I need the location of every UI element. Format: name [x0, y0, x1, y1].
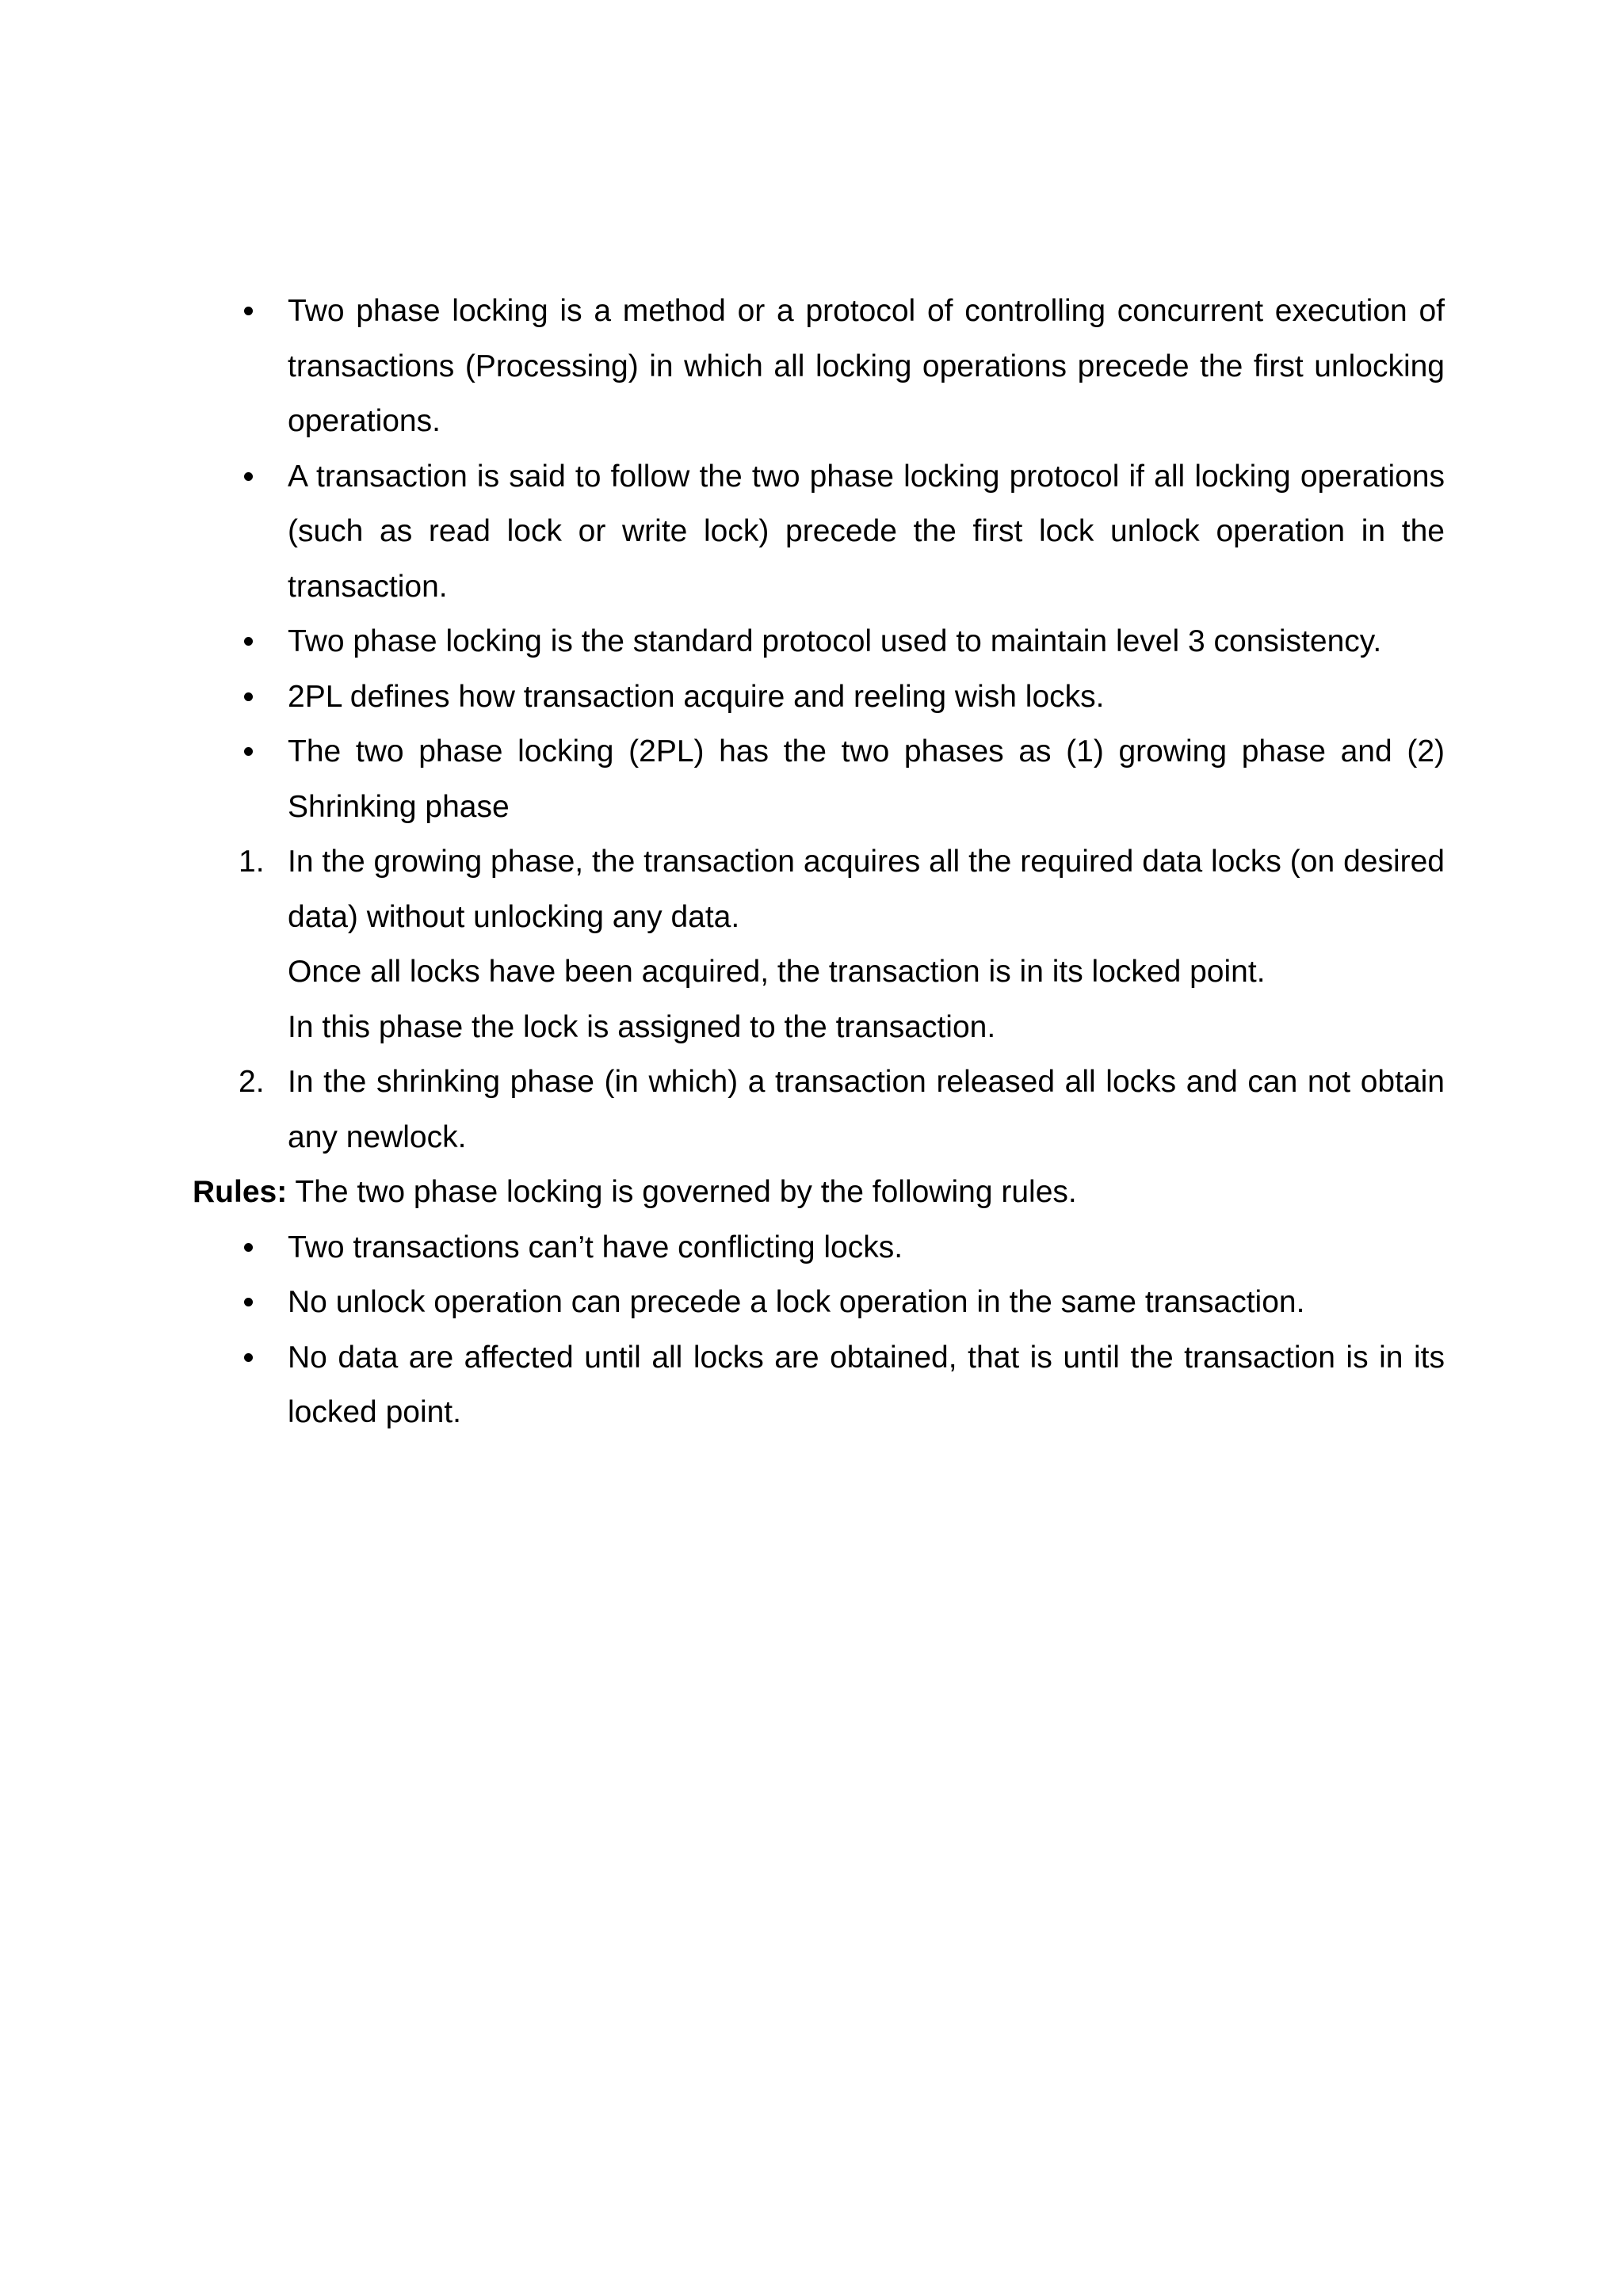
numbered-text: In the growing phase, the transaction acquires all the required data locks (on desired data) without unlocking any data.	[288, 845, 1445, 934]
bullet-text: Two phase locking is a method or a protocol of controlling concurrent execution of transactions (Processing) in which all locking operations precede the first unlocking operations.	[288, 294, 1445, 438]
bullet-icon	[244, 1298, 253, 1306]
bullet-text: No data are affected until all locks are obtained, that is until the transaction is in its locked point.	[288, 1340, 1445, 1429]
document-body	[193, 284, 1445, 1440]
bullet-icon	[244, 1243, 253, 1252]
bullet-icon	[244, 692, 253, 701]
bullet-text: Two transactions can’t have conflicting locks.	[288, 1230, 903, 1264]
numbered-item	[193, 1055, 1445, 1165]
rules-text: The two phase locking is governed by the following rules.	[287, 1175, 1077, 1209]
numbered-item	[193, 834, 1445, 944]
bullet-item	[193, 669, 1445, 725]
bullet-text: No unlock operation can precede a lock operation in the same transaction.	[288, 1285, 1305, 1319]
numbered-text: In the shrinking phase (in which) a transaction released all locks and can not obtain any newlock.	[288, 1065, 1445, 1154]
bullet-text: The two phase locking (2PL) has the two phases as (1) growing phase and (2) Shrinking phase	[288, 734, 1445, 824]
list-number: 2.	[239, 1065, 265, 1099]
rules-label: Rules:	[193, 1175, 288, 1209]
bullet-item	[193, 614, 1445, 669]
bullet-item	[193, 724, 1445, 834]
bullet-icon	[244, 747, 253, 756]
bullet-text: Two phase locking is the standard protocol used to maintain level 3 consistency.	[288, 624, 1382, 658]
bullet-item	[193, 284, 1445, 449]
numbered-subline: In this phase the lock is assigned to the transaction.	[288, 1009, 996, 1044]
bullet-text: A transaction is said to follow the two phase locking protocol if all locking operations (such as read lock or write lock) precede the first lock unlock operation in the transaction.	[288, 459, 1445, 604]
rules-paragraph	[193, 1165, 1445, 1220]
bullet-icon	[244, 1353, 253, 1362]
list-number: 1.	[239, 845, 265, 879]
bullet-icon	[244, 307, 253, 315]
bullet-icon	[244, 472, 253, 481]
bullet-item	[193, 1220, 1445, 1276]
bullet-icon	[244, 637, 253, 646]
bullet-text: 2PL defines how transaction acquire and reeling wish locks.	[288, 679, 1105, 714]
bullet-item	[193, 1330, 1445, 1440]
numbered-subline: Once all locks have been acquired, the transaction is in its locked point.	[288, 955, 1266, 989]
bullet-item	[193, 1275, 1445, 1330]
bullet-item	[193, 449, 1445, 615]
